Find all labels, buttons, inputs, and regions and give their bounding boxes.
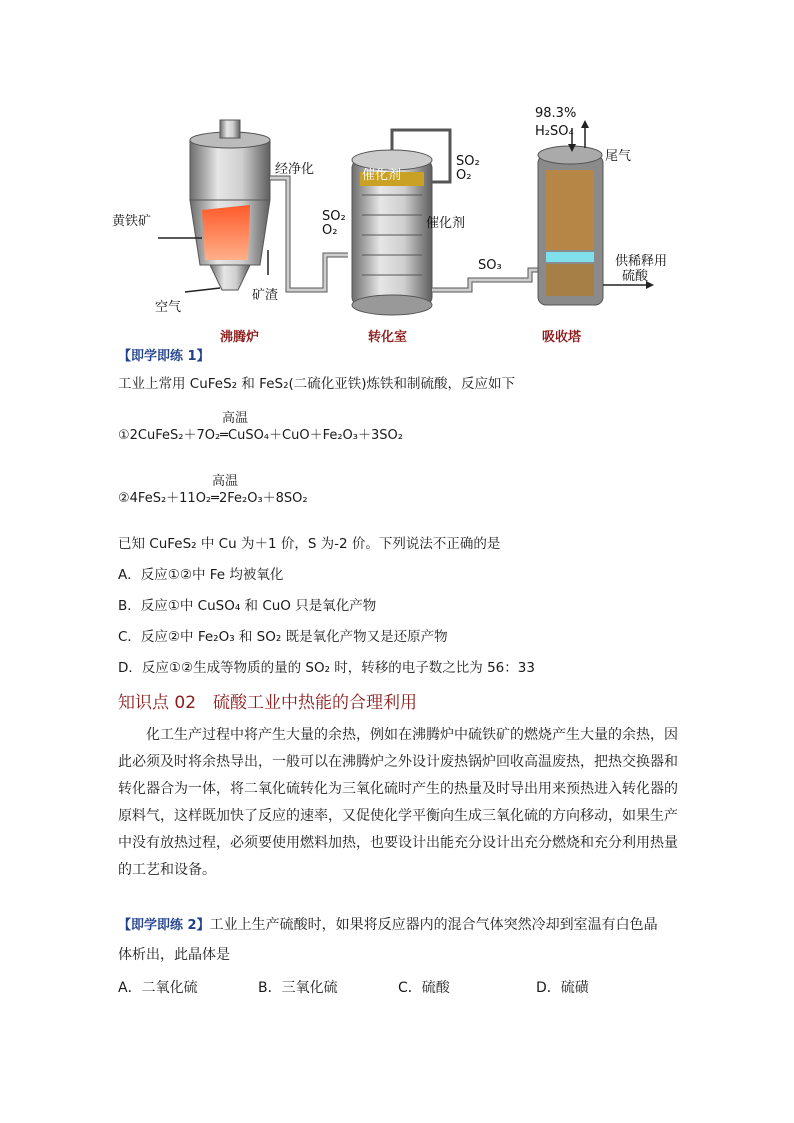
practice1-option-a: A．反应①②中 Fe 均被氧化 (118, 567, 284, 583)
section-heading: 知识点 02 硫酸工业中热能的合理利用 (118, 693, 418, 713)
practice1-option-c: C．反应②中 Fe₂O₃ 和 SO₂ 既是氧化产物又是还原产物 (118, 629, 448, 645)
practice2-question-line2: 体析出，此晶体是 (118, 947, 230, 963)
process-illustration (110, 100, 680, 350)
boiling-furnace (158, 120, 270, 292)
label-pyrite: 黄铁矿 (112, 214, 152, 229)
label-air: 空气 (155, 300, 182, 315)
sulfuric-acid-process-diagram (110, 100, 680, 350)
practice1-tag: 【即学即练 1】 (118, 349, 210, 364)
label-dilute: 供稀释用 (615, 254, 668, 269)
caption-converter: 转化室 (368, 330, 408, 345)
practice2-option-c: C．硫酸 (398, 980, 450, 996)
practice2-option-d: D．硫磺 (536, 980, 589, 996)
label-sulfuric: 硫酸 (622, 269, 649, 284)
practice2-question (118, 914, 658, 934)
label-so2-o2-top: SO₂ O₂ (456, 154, 480, 183)
label-so3: SO₃ (478, 258, 502, 273)
practice2-question-line1: 工业上生产硫酸时，如果将反应器内的混合气体突然冷却到室温有白色晶 (209, 917, 658, 933)
label-catalyst-right: 催化剂 (426, 216, 466, 231)
label-slag: 矿渣 (252, 288, 279, 303)
practice2-tag: 【即学即练 2】 (118, 918, 210, 933)
label-purify: 经净化 (275, 162, 315, 177)
label-so2-o2-mid: SO₂ O₂ (322, 209, 346, 238)
label-catalyst-top: 催化剂 (362, 168, 402, 183)
practice1-given: 已知 CuFeS₂ 中 Cu 为＋1 价，S 为-2 价。下列说法不正确的是 (118, 536, 501, 552)
practice2-option-a: A．二氧化硫 (118, 980, 198, 996)
practice1-option-b: B．反应①中 CuSO₄ 和 CuO 只是氧化产物 (118, 598, 377, 614)
label-conc: 98.3% (535, 106, 577, 121)
eq2-condition: 高温 (212, 474, 239, 489)
practice1-intro: 工业上常用 CuFeS₂ 和 FeS₂(二硫化亚铁)炼铁和制硫酸，反应如下 (118, 376, 516, 392)
eq1-condition: 高温 (222, 411, 249, 426)
section-paragraph: 化工生产过程中将产生大量的余热，例如在沸腾炉中硫铁矿的燃烧产生大量的余热，因此必须及时将余热导出，一般可以在沸腾炉之外设计废热锅炉回收高温废热，把热交换器和转化器合为一体，将二氧化硫转化为三氧化硫时产生的热量及时导出用来预热进入转化器的原料气，这样既加快了反应的速率，又促使化学平衡向生成三氧化硫的方向移动，如果生产中没有放热过程，必须要使用燃料加热，也要设计出能充分设计出充分燃烧和充分利用热量的工艺和设备。 (118, 727, 678, 878)
label-tail-gas: 尾气 (605, 149, 632, 164)
practice1-option-d: D．反应①②生成等物质的量的 SO₂ 时，转移的电子数之比为 56：33 (118, 660, 535, 676)
caption-tower: 吸收塔 (542, 330, 582, 345)
label-h2so4: H₂SO₄ (535, 124, 574, 139)
caption-furnace: 沸腾炉 (220, 330, 260, 345)
equation-1: ①2CuFeS₂＋7O₂═CuSO₄＋CuO＋Fe₂O₃＋3SO₂ (118, 428, 403, 443)
equation-2: ②4FeS₂＋11O₂═2Fe₂O₃＋8SO₂ (118, 491, 308, 506)
practice2-option-b: B．三氧化硫 (258, 980, 338, 996)
